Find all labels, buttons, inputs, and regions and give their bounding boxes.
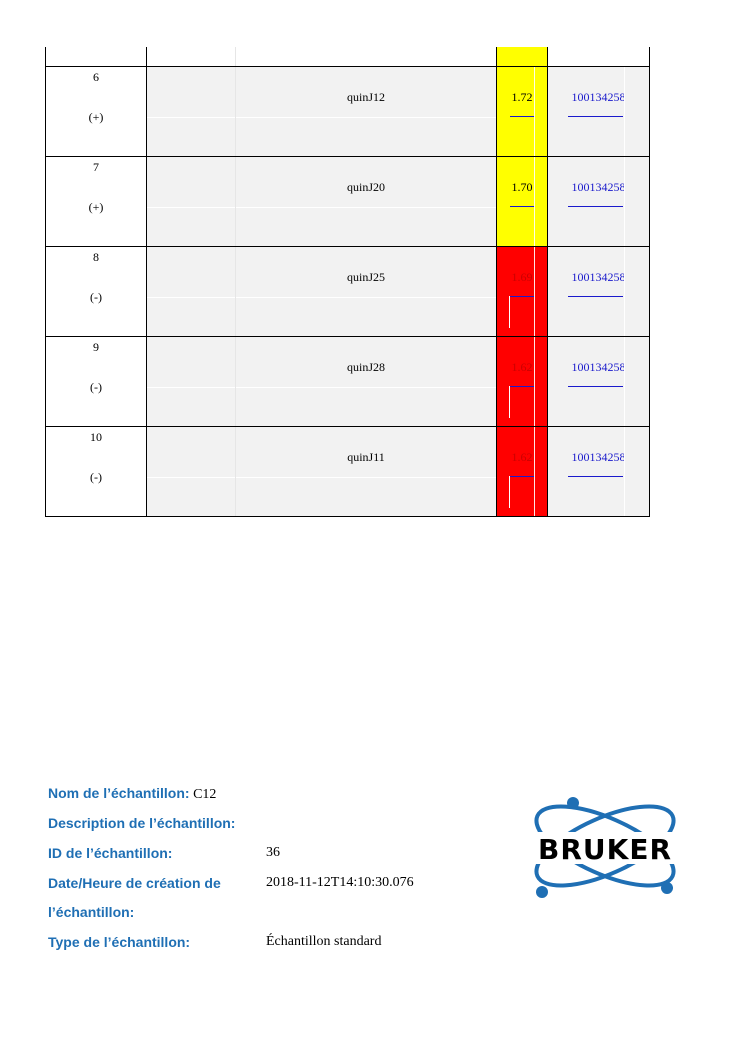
sample-name-label: Nom de l’échantillon: <box>48 785 190 801</box>
row-number-cell <box>46 67 147 157</box>
row-sign: (-) <box>90 470 102 484</box>
row-number-cell <box>46 247 147 337</box>
results-table <box>45 47 650 517</box>
bruker-logo <box>509 796 701 900</box>
sample-name-row <box>48 785 216 803</box>
score-value: 1.62 <box>511 450 533 464</box>
table-row <box>46 157 650 247</box>
score-value: 1.69 <box>511 270 533 284</box>
score-cell <box>497 67 548 157</box>
organism-name-cell <box>236 337 497 427</box>
row-index: 6 <box>93 70 99 84</box>
sample-id-label: ID de l’échantillon: <box>48 845 173 861</box>
nci-id-link[interactable]: 100134258 <box>571 270 626 284</box>
row-index: 10 <box>90 430 102 444</box>
organism-name: quinJ20 <box>346 180 385 194</box>
sample-date-row <box>48 875 468 893</box>
row-index: 7 <box>93 160 99 174</box>
table-row <box>46 337 650 427</box>
organism-name-cell <box>236 157 497 247</box>
score-cell <box>497 247 548 337</box>
organism-name-cell <box>236 427 497 517</box>
row-sign: (-) <box>90 380 102 394</box>
row-number-cell <box>46 157 147 247</box>
organism-name: quinJ11 <box>347 450 385 464</box>
sample-description-row <box>48 815 235 833</box>
table-row <box>46 427 650 517</box>
nci-id-link[interactable]: 100134258 <box>571 180 626 194</box>
row-index: 8 <box>93 250 99 264</box>
bruker-logo-icon <box>509 796 701 900</box>
nci-id-cell[interactable] <box>548 247 650 337</box>
nci-id-link[interactable]: 100134258 <box>571 360 626 374</box>
nci-id-cell[interactable] <box>548 427 650 517</box>
sample-date-label-line1: Date/Heure de création de <box>48 875 221 891</box>
organism-name: quinJ12 <box>346 90 385 104</box>
row-sign: (+) <box>88 200 104 214</box>
score-cell <box>497 427 548 517</box>
nci-id-link[interactable]: 100134258 <box>571 450 626 464</box>
score-value: 1.70 <box>511 180 533 194</box>
sample-type-label: Type de l’échantillon: <box>48 934 191 950</box>
nci-id-link[interactable]: 100134258 <box>571 90 626 104</box>
score-value: 1.62 <box>511 360 533 374</box>
organism-name-cell <box>236 67 497 157</box>
organism-name-cell <box>236 247 497 337</box>
organism-name: quinJ28 <box>346 360 385 374</box>
sample-id-row <box>48 845 468 863</box>
nci-id-cell[interactable] <box>548 67 650 157</box>
results-table-wrapper <box>45 47 647 517</box>
row-sign: (+) <box>88 110 104 124</box>
sample-type-value: Échantillon standard <box>266 934 382 949</box>
table-row-continued <box>46 47 650 67</box>
nci-id-cell[interactable] <box>548 337 650 427</box>
score-value: 1.72 <box>511 90 533 104</box>
table-row <box>46 247 650 337</box>
sample-description-label: Description de l’échantillon: <box>48 815 236 831</box>
sample-date-label-line2: l’échantillon: <box>48 904 135 920</box>
row-number-cell <box>46 337 147 427</box>
bruker-logo-text: BRUKER <box>537 833 673 866</box>
row-number-cell <box>46 427 147 517</box>
sample-id-value: 36 <box>266 845 280 860</box>
sample-name-value: C12 <box>193 787 217 802</box>
score-cell <box>497 157 548 247</box>
sample-date-value: 2018-11-12T14:10:30.076 <box>266 875 414 890</box>
sample-type-row <box>48 934 468 952</box>
sample-date-row-cont <box>48 904 134 922</box>
row-index: 9 <box>93 340 99 354</box>
row-sign: (-) <box>90 290 102 304</box>
table-row <box>46 67 650 157</box>
nci-id-cell[interactable] <box>548 157 650 247</box>
organism-name: quinJ25 <box>346 270 385 284</box>
score-cell <box>497 337 548 427</box>
